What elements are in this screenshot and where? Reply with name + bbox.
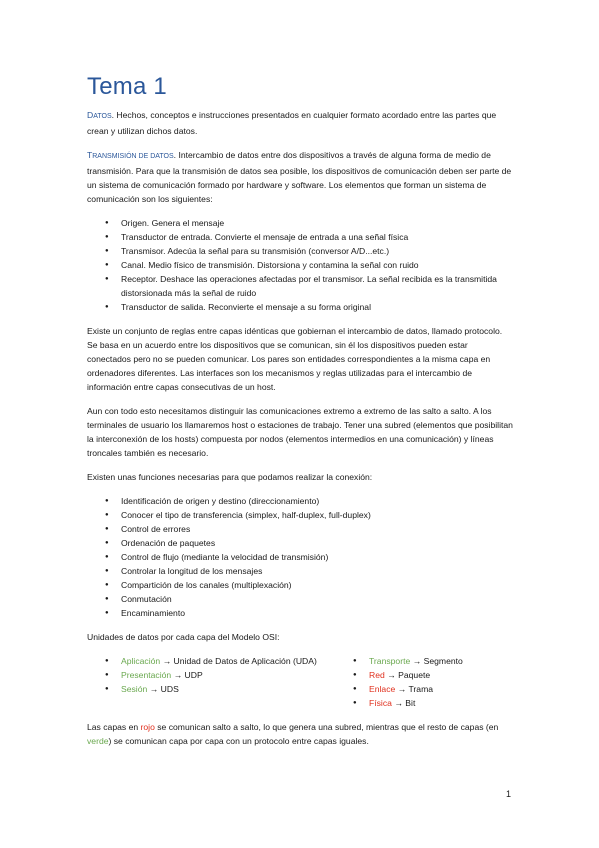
layer-unit: UDS: [160, 684, 179, 694]
layer-name: Red: [369, 670, 385, 680]
layer-unit: Unidad de Datos de Aplicación (UDA): [173, 656, 317, 666]
osi-layer-item: [335, 654, 513, 668]
datos-heading: DATOS: [87, 110, 112, 120]
layer-unit: Segmento: [423, 656, 463, 666]
arrow-right-icon: →: [394, 698, 403, 708]
osi-layers: [87, 654, 513, 710]
page-title: Tema 1: [87, 73, 167, 100]
list-item: ● Encaminamiento: [87, 606, 513, 620]
layer-name: Física: [369, 698, 392, 708]
document-content: [87, 72, 513, 758]
osi-layer-item: [335, 696, 513, 710]
datos-paragraph: [87, 108, 513, 138]
osi-layer-item: [87, 668, 335, 682]
green-word: verde: [87, 736, 109, 746]
list-item: ● Origen. Genera el mensaje: [87, 216, 513, 230]
arrow-right-icon: →: [162, 656, 172, 666]
closing-paragraph: Las capas en rojo se comunican salto a salto, lo que genera una subred, mientras que el resto de capas (en verde) se comunican capa por capa con un protocolo entre capas iguales.: [87, 722, 499, 746]
layer-name: Aplicación: [121, 656, 161, 666]
arrow-right-icon: →: [397, 684, 407, 694]
layer-unit: Trama: [408, 684, 434, 694]
osi-layer-item: [335, 668, 513, 682]
list-item: ● Ordenación de paquetes: [87, 536, 513, 550]
list-item: ● Canal. Medio físico de transmisión. Distorsiona y contamina la señal con ruido: [87, 258, 513, 272]
osi-lower-layers: [335, 654, 513, 710]
arrow-right-icon: →: [173, 670, 183, 680]
arrow-right-icon: →: [387, 670, 396, 680]
osi-intro: Unidades de datos por cada capa del Modelo OSI:: [87, 632, 280, 642]
list-item: ● Compartición de los canales (multiplexación): [87, 578, 513, 592]
transmision-heading: TRANSMISIÓN DE DATOS: [87, 150, 174, 160]
comunicaciones-paragraph: Aun con todo esto necesitamos distinguir las comunicaciones extremo a extremo de las salto a salto. A los terminales de usuario los llamaremos host o estaciones de trabajo. Tener una subred (elementos que posibilitan la interconexión de los hosts) compuesta por nodos (elementos intermedios en una comunicación) y líneas troncales también es necesario.: [87, 406, 513, 458]
list-item: ● Conocer el tipo de transferencia (simplex, half-duplex, full-duplex): [87, 508, 513, 522]
layer-name: Transporte: [369, 656, 411, 666]
list-item: ● Control de flujo (mediante la velocidad de transmisión): [87, 550, 513, 564]
arrow-right-icon: →: [149, 684, 159, 694]
osi-layer-item: [87, 654, 335, 668]
funciones-intro: Existen unas funciones necesarias para que podamos realizar la conexión:: [87, 472, 373, 482]
page-number: 1: [506, 789, 512, 799]
list-item: ● Conmutación: [87, 592, 513, 606]
transmision-text: . Intercambio de datos entre dos dispositivos a través de alguna forma de medio de transmisión. Para que la transmisión de datos sea posible, los dispositivos de comunicación deben ser parte de un sistema de comunicación formado por hardware y software. Los elementos que forman un sistema de comunicación son los siguientes:: [87, 150, 512, 204]
list-item: ● Control de errores: [87, 522, 513, 536]
osi-layer-item: [87, 682, 335, 696]
layer-name: Presentación: [121, 670, 172, 680]
list-item: ● Transductor de entrada. Convierte el mensaje de entrada a una señal física: [87, 230, 513, 244]
elements-list: [87, 216, 513, 314]
datos-text: . Hechos, conceptos e instrucciones presentados en cualquier formato acordado entre las partes que crean y utilizan dichos datos.: [87, 110, 497, 136]
functions-list: [87, 494, 513, 620]
list-item: ● Transductor de salida. Reconvierte el mensaje a su forma original: [87, 300, 513, 314]
list-item: ● Receptor. Deshace las operaciones afectadas por el transmisor. La señal recibida es la transmitida distorsionada más la señal de ruido: [87, 272, 513, 300]
protocolo-paragraph: Existe un conjunto de reglas entre capas idénticas que gobiernan el intercambio de datos, llamado protocolo. Se basa en un acuerdo entre los dispositivos que se comunican, sin él los dispositivos pueden estar conectados pero no se pueden comunicar. Los pares son entidades correspondientes a la misma capa en ordenadores diferentes. Las interfaces son los mecanismos y reglas utilizadas para el intercambio de información entre capas consecutivas de un host.: [87, 326, 503, 392]
list-item: ● Transmisor. Adecúa la señal para su transmisión (conversor A/D...etc.): [87, 244, 513, 258]
red-word: rojo: [140, 722, 155, 732]
list-item: ● Identificación de origen y destino (direccionamiento): [87, 494, 513, 508]
layer-unit: Paquete: [398, 670, 431, 680]
list-item: ● Controlar la longitud de los mensajes: [87, 564, 513, 578]
layer-name: Enlace: [369, 684, 396, 694]
osi-upper-layers: [87, 654, 335, 710]
layer-unit: Bit: [405, 698, 416, 708]
osi-layer-item: [335, 682, 513, 696]
arrow-right-icon: →: [412, 656, 422, 666]
transmision-paragraph: [87, 148, 513, 206]
layer-unit: UDP: [184, 670, 203, 680]
layer-name: Sesión: [121, 684, 148, 694]
